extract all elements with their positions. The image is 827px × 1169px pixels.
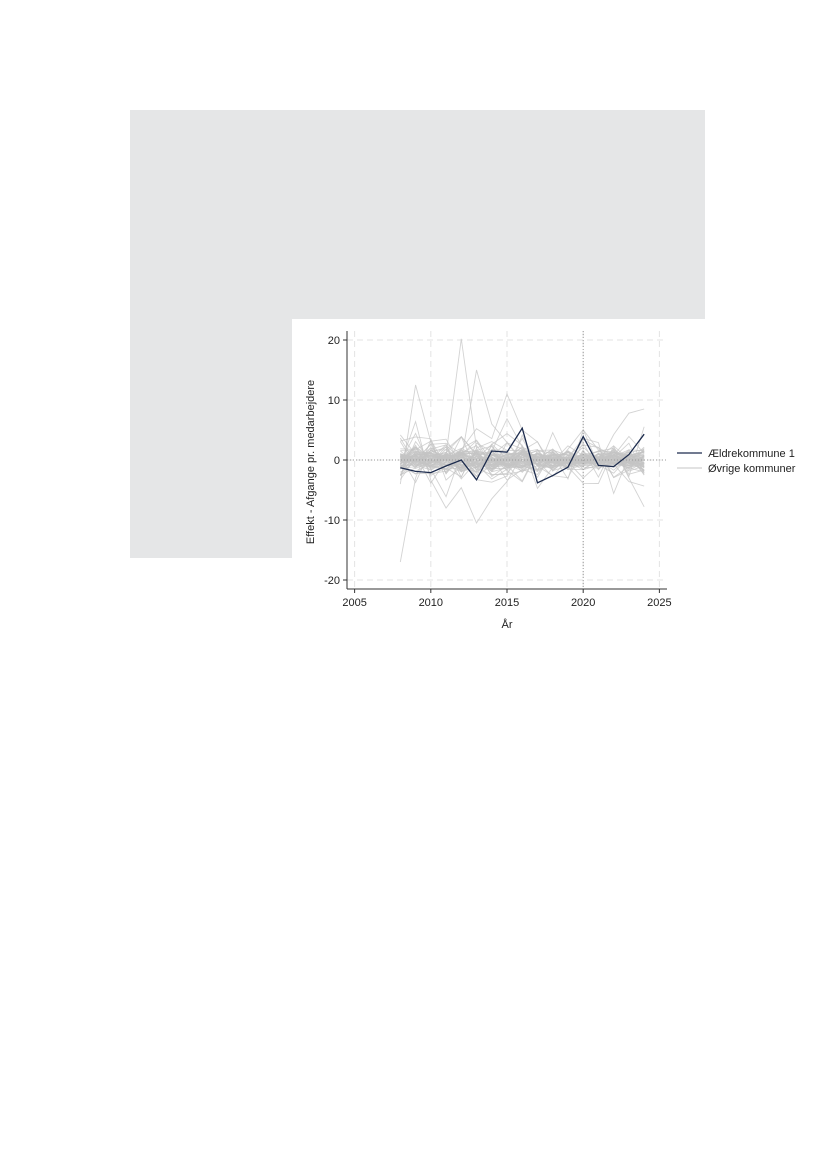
y-tick-label: -10 [324, 515, 340, 527]
legend [677, 448, 796, 475]
legend-label-highlight: Ældrekommune 1 [708, 448, 795, 460]
y-tick-label: 20 [327, 335, 340, 347]
line-chart [292, 319, 819, 637]
y-tick-label: -20 [324, 575, 340, 587]
chart-card [292, 319, 819, 637]
x-tick-label: 2020 [570, 597, 596, 609]
legend-label-others: Øvrige kommuner [708, 463, 796, 475]
y-tick-label: 10 [327, 395, 340, 407]
y-tick-label: 0 [333, 455, 340, 467]
x-tick-label: 2010 [418, 597, 444, 609]
x-axis-title: År [501, 619, 513, 631]
figure-panel [130, 110, 796, 631]
x-tick-label: 2015 [494, 597, 520, 609]
x-tick-label: 2025 [647, 597, 672, 609]
other-municipalities-lines [400, 339, 644, 562]
x-tick-label: 2005 [342, 597, 367, 609]
y-axis-title: Effekt - Afgange pr. medarbejdere [305, 379, 317, 545]
